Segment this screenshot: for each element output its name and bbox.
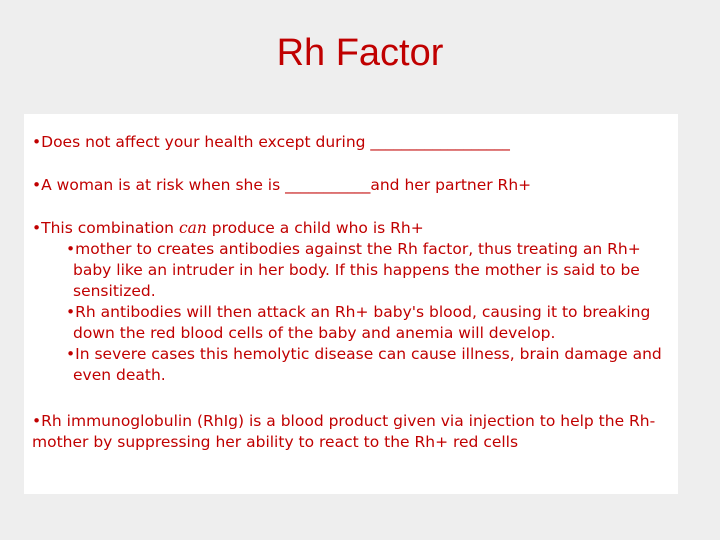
bullet-combination-text-end: produce a child who is Rh+ (206, 219, 424, 237)
bullet-immunoglobulin: •Rh immunoglobulin (RhIg) is a blood product given via injection to help the Rh- mother by suppressing her ability to react to the Rh+ red cells (32, 412, 656, 451)
bullet-combination (32, 218, 674, 386)
sub-bullet-attack: •Rh antibodies will then attack an Rh+ baby's blood, causing it to breaking down the red blood cells of the baby and anemia will develop. (66, 303, 651, 342)
bullet-health: •Does not affect your health except during __________________ (32, 133, 510, 151)
bullet-combination-text-start: •This combination (32, 219, 179, 237)
content-box (24, 114, 678, 494)
sub-bullet-antibodies: •mother to creates antibodies against the Rh factor, thus treating an Rh+ baby like an intruder in her body. If this happens the mother is said to be sensitized. (66, 240, 641, 300)
sub-bullet-severe: •In severe cases this hemolytic disease can cause illness, brain damage and even death. (66, 345, 662, 384)
page-title: Rh Factor (276, 32, 444, 74)
bullet-combination-emphasis: can (178, 219, 207, 237)
bullet-risk: •A woman is at risk when she is ___________and her partner Rh+ (32, 176, 532, 194)
